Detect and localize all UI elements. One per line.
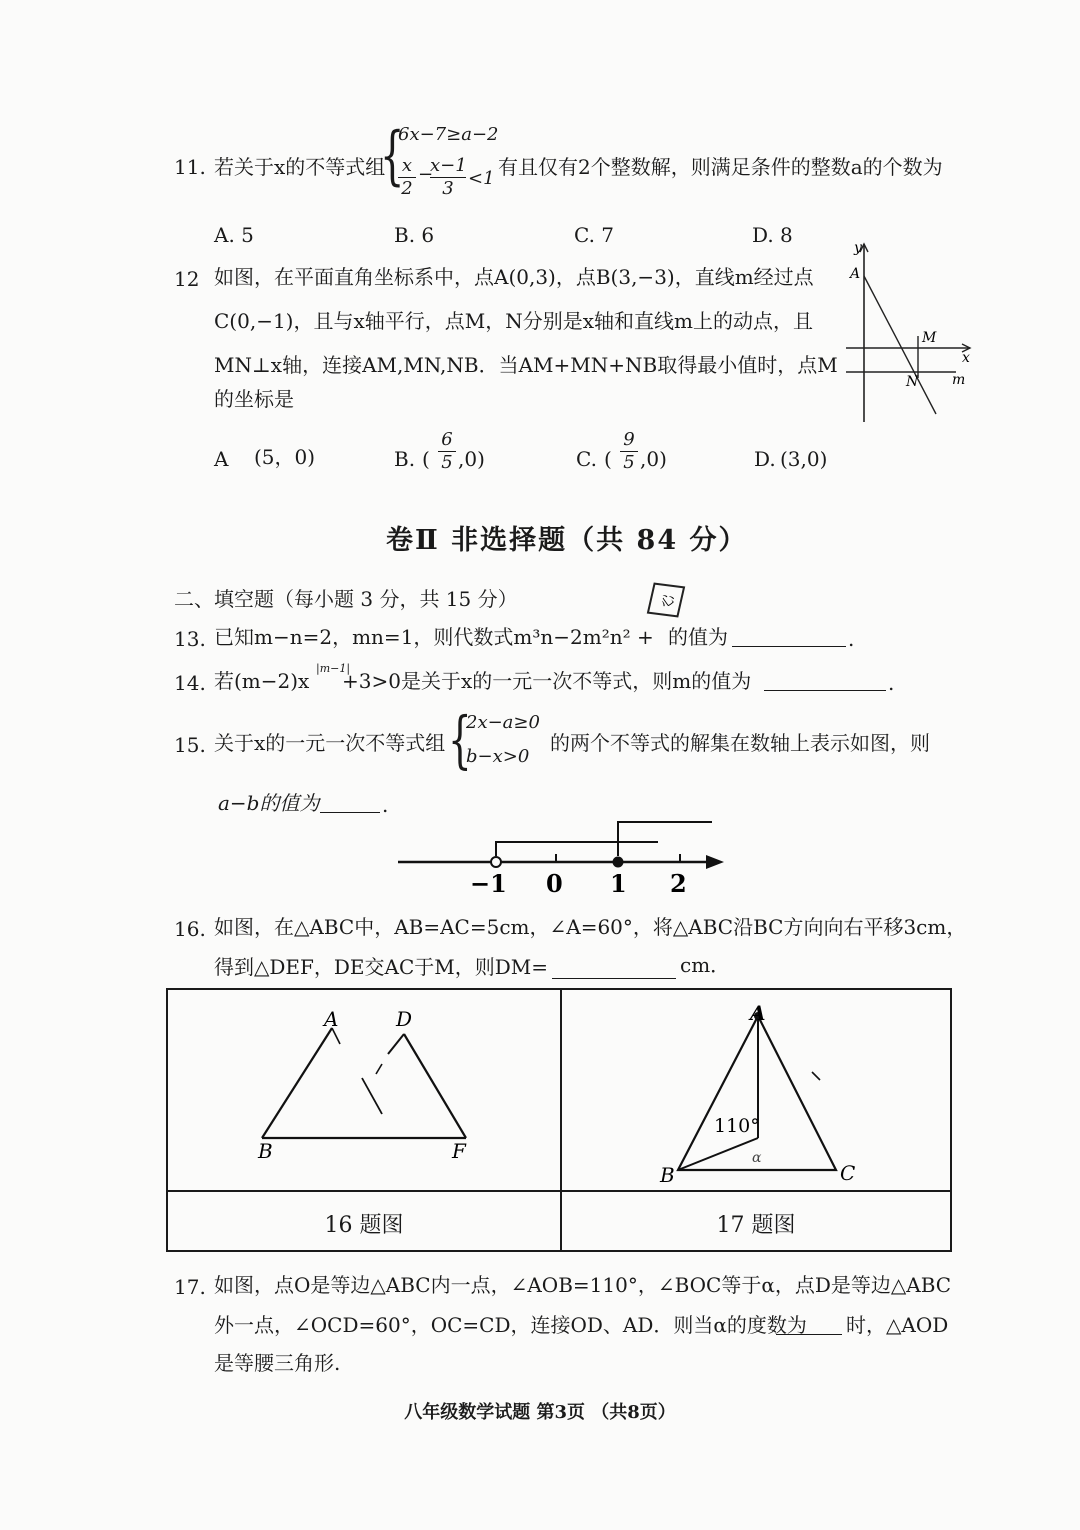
caption-16: 16 题图 [324, 1213, 404, 1238]
q12-option-a-value: (5，0) [254, 445, 316, 469]
q16-unit: cm． [680, 953, 731, 977]
q11-text-after: 有且仅有2个整数解，则满足条件的整数a的个数为 [498, 155, 943, 179]
q13-stamp-mark [636, 572, 696, 628]
figures-table-divider-h [168, 1190, 950, 1192]
q11-frac2-numerator: x−1 [430, 155, 467, 176]
q17-label-c: C [840, 1161, 856, 1185]
solution-bracket-upper [618, 822, 712, 856]
q16-line1: 如图，在△ABC中，AB=AC=5cm，∠A=60°，将△ABC沿BC方向向右平移3cm， [214, 915, 967, 939]
q16-label-f: F [452, 1139, 466, 1163]
q11-option-d: D. 8 [752, 223, 793, 247]
q12-line4: 的坐标是 [214, 387, 294, 411]
q16-number: 16. [174, 917, 206, 941]
q16-segment-ab [262, 1028, 332, 1138]
open-point-neg1 [491, 857, 501, 867]
axis-label-2: 2 [670, 869, 687, 898]
q13-text: 已知m−n=2，mn=1，则代数式m³n−2m²n² + [214, 625, 654, 649]
q12-option-b-fraction [438, 430, 456, 473]
q16-segment-de-mid [376, 1064, 382, 1074]
q12-option-c-fraction [620, 430, 638, 473]
q11-fraction-2 [430, 156, 466, 199]
number-line-arrow [706, 855, 724, 869]
q12-line1: 如图，在平面直角坐标系中，点A(0,3)，点B(3,−3)，直线m经过点 [214, 265, 814, 289]
q11-text-before: 若关于x的不等式组 [214, 155, 386, 179]
q13-number: 13. [174, 627, 206, 651]
q16-answer-blank[interactable] [552, 958, 676, 979]
caption-17: 17 题图 [716, 1213, 796, 1238]
q16-line2: 得到△DEF，DE交AC于M，则DM= [214, 955, 549, 979]
q16-segment-ac-mid [362, 1078, 382, 1114]
q14-text-a: 若(m−2)x [214, 669, 310, 693]
q17-line1: 如图，点O是等边△ABC内一点，∠AOB=110°，∠BOC等于α，点D是等边△ABC [214, 1273, 952, 1297]
q12-option-c-numerator: 9 [623, 429, 635, 450]
q12-label-a: A [850, 266, 861, 282]
q16-label-b: B [258, 1139, 273, 1163]
q16-label-a: A [324, 1007, 339, 1031]
q11-minus: − [418, 164, 434, 185]
q12-option-c-tail: ,0) [640, 447, 667, 471]
q12-option-c-label: C. [576, 447, 597, 471]
q15-brace: { [448, 703, 472, 776]
q14-period: . [888, 671, 895, 695]
q11-system-line1: 6x−7≥a−2 [398, 124, 499, 145]
q15-text-after: 的两个不等式的解集在数轴上表示如图，则 [550, 731, 930, 755]
q17-label-a: A [750, 1001, 766, 1025]
q15-number: 15. [174, 733, 206, 757]
q13-answer-blank[interactable] [732, 626, 846, 647]
q11-frac1-numerator: x [401, 155, 413, 176]
q17-figure [562, 990, 950, 1186]
q17-answer-blank[interactable] [776, 1314, 842, 1335]
q17-line2-tail: 时，△AOD [846, 1313, 949, 1337]
q12-option-b-label: B. [394, 447, 416, 471]
q16-segment-df [404, 1034, 466, 1138]
q12-number: 12 [174, 267, 200, 291]
axis-label-1: 1 [610, 869, 627, 898]
q17-label-angle: 110° [714, 1115, 760, 1137]
q15-system-line2: b−x>0 [466, 746, 530, 767]
q16-segment-de-top [388, 1034, 404, 1054]
q11-option-a: A. 5 [214, 223, 254, 247]
q11-fraction-1 [398, 156, 416, 199]
q15-text-before: 关于x的一元一次不等式组 [214, 731, 446, 755]
q16-label-d: D [396, 1007, 413, 1031]
q14-answer-blank[interactable] [764, 670, 886, 691]
q12-figure [840, 238, 980, 428]
q17-segment-bo [678, 1138, 758, 1170]
q17-label-alpha: α [752, 1150, 762, 1166]
q15-answer-blank[interactable] [320, 792, 380, 813]
fill-in-heading: 二、填空题（每小题 3 分，共 15 分） [174, 587, 518, 611]
q17-line2: 外一点，∠OCD=60°，OC=CD，连接OD、AD．则当α的度数为 [214, 1313, 807, 1337]
q14-exponent: |m−1| [316, 662, 351, 675]
q11-option-b: B. 6 [394, 223, 435, 247]
solution-bracket-lower [496, 842, 658, 856]
q13-stamp-text: 心 [657, 590, 679, 612]
q11-lt-one: <1 [468, 168, 495, 189]
q17-line3: 是等腰三角形. [214, 1351, 341, 1375]
q12-option-b-denominator: 5 [441, 452, 453, 473]
q14-number: 14. [174, 671, 206, 695]
q12-label-m-line: m [952, 372, 966, 388]
q13-period: . [848, 627, 855, 651]
q13-tail: 的值为 [668, 625, 728, 649]
q12-option-c-denominator: 5 [623, 452, 635, 473]
q12-option-d-label: D. [754, 447, 776, 471]
q11-frac1-denominator: 2 [401, 178, 413, 199]
q15-line2: a−b的值为 [218, 791, 320, 815]
q11-option-c: C. 7 [574, 223, 615, 247]
axis-label-0: 0 [546, 869, 563, 898]
q14-text-b: +3>0是关于x的一元一次不等式，则m的值为 [342, 669, 752, 693]
q17-number: 17. [174, 1275, 206, 1299]
q12-option-b-tail: ,0) [458, 447, 485, 471]
q17-label-b: B [660, 1163, 675, 1186]
q16-figure [168, 990, 558, 1186]
closed-point-1 [613, 857, 624, 868]
q12-label-n: N [906, 374, 919, 390]
q12-option-a-label: A [214, 447, 229, 471]
q17-stray-mark [812, 1072, 820, 1080]
q12-label-y: y [854, 240, 862, 256]
q15-number-line [390, 812, 730, 898]
q12-option-b-open: ( [422, 447, 430, 471]
axis-label-neg1: −1 [470, 869, 507, 898]
q11-frac2-denominator: 3 [442, 178, 454, 199]
page-footer: 八年级数学试题 第3页 （共8页） [404, 1402, 676, 1423]
q11-brace: { [380, 119, 405, 193]
q12-option-b-numerator: 6 [441, 429, 453, 450]
q12-label-x: x [962, 350, 970, 366]
section-ii-title: 卷Ⅱ 非选择题（共 84 分） [386, 525, 748, 556]
q12-label-m-point: M [922, 330, 937, 346]
q12-line3: MN⊥x轴，连接AM,MN,NB．当AM+MN+NB取得最小值时，点M [214, 353, 838, 377]
q12-option-d-value: (3,0) [780, 447, 828, 471]
q15-period: . [382, 793, 389, 817]
q11-number: 11. [174, 155, 206, 179]
q12-line2: C(0,−1)，且与x轴平行，点M，N分别是x轴和直线m上的动点，且 [214, 309, 813, 333]
q12-option-c-open: ( [604, 447, 612, 471]
q15-system-line1: 2x−a≥0 [466, 712, 540, 733]
